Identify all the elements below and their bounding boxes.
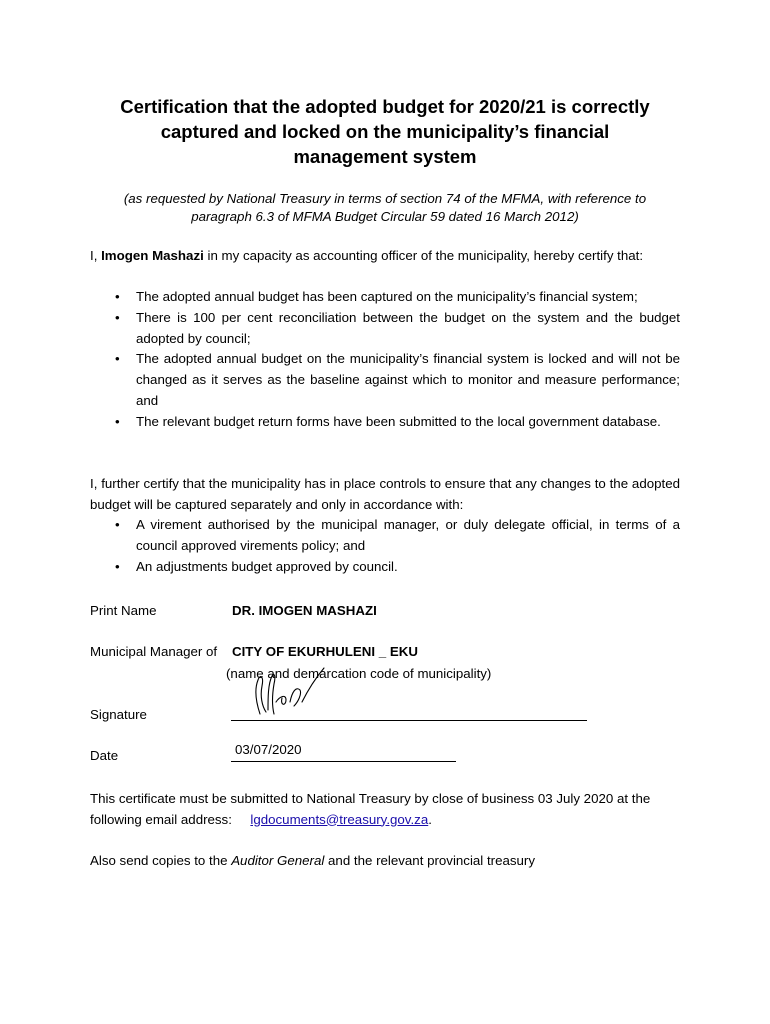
copies-paragraph: Also send copies to the Auditor General and the relevant provincial treasury [90,853,535,868]
list-item: • An adjustments budget approved by council. [90,557,680,578]
list-item: • The adopted annual budget has been captured on the municipality’s financial system; [90,287,680,308]
document-subtitle [60,190,710,226]
municipality-note: (name and demarcation code of municipality) [226,666,492,681]
bullet-icon: • [115,558,120,574]
bullet-icon: • [115,351,120,367]
signature-mark [246,662,336,726]
bullet-icon: • [115,517,120,532]
municipality-value: CITY OF EKURHULENI _ EKU [232,644,418,659]
date-value: 03/07/2020 [235,742,302,757]
bullet-icon: • [115,413,120,429]
list-item: • There is 100 per cent reconciliation between the budget on the system and the budget adopted by council; [115,309,680,346]
date-line [231,761,456,762]
bullet-icon: • [115,289,120,304]
further-certify-paragraph: I, further certify that the municipality has in place controls to ensure that any changes to the adopted budget will be captured separately and only in accordance with: [90,476,680,512]
intro-paragraph: I, Imogen Mashazi in my capacity as accounting officer of the municipality, hereby certify that: [90,248,644,263]
signature-label: Signature [90,707,147,722]
print-name-label: Print Name [90,603,157,618]
municipal-manager-label: Municipal Manager of [90,644,218,659]
controls-list [90,515,680,577]
subtitle-line: paragraph 6.3 of MFMA Budget Circular 59 dated 16 March 2012) [191,209,579,224]
title-line: Certification that the adopted budget for 2020/21 is correctly [120,96,650,117]
title-line: captured and locked on the municipality’s financial [160,121,610,142]
subtitle-line: (as requested by National Treasury in terms of section 74 of the MFMA, with reference to [123,191,647,206]
accounting-officer-name: Imogen Mashazi [101,248,204,263]
document-title [60,94,710,169]
list-item: • The adopted annual budget on the municipality’s financial system is locked and will not be changed as it serves as the baseline against which to monitor and measure performance; and [115,351,680,408]
list-item: • The relevant budget return forms have been submitted to the local government database. [90,412,680,433]
submission-paragraph: This certificate must be submitted to National Treasury by close of business 03 July 2020 at the following email address: lgdocuments@treasury.gov.za. [90,791,651,827]
email-link[interactable]: lgdocuments@treasury.gov.za [250,811,429,827]
certify-list [90,287,680,433]
title-line: management system [293,146,477,167]
date-label: Date [90,748,119,763]
bullet-icon: • [115,309,120,325]
list-item: • A virement authorised by the municipal manager, or duly delegate official, in terms of a council approved virements policy; and [115,517,680,553]
print-name-value: DR. IMOGEN MASHAZI [232,603,377,618]
